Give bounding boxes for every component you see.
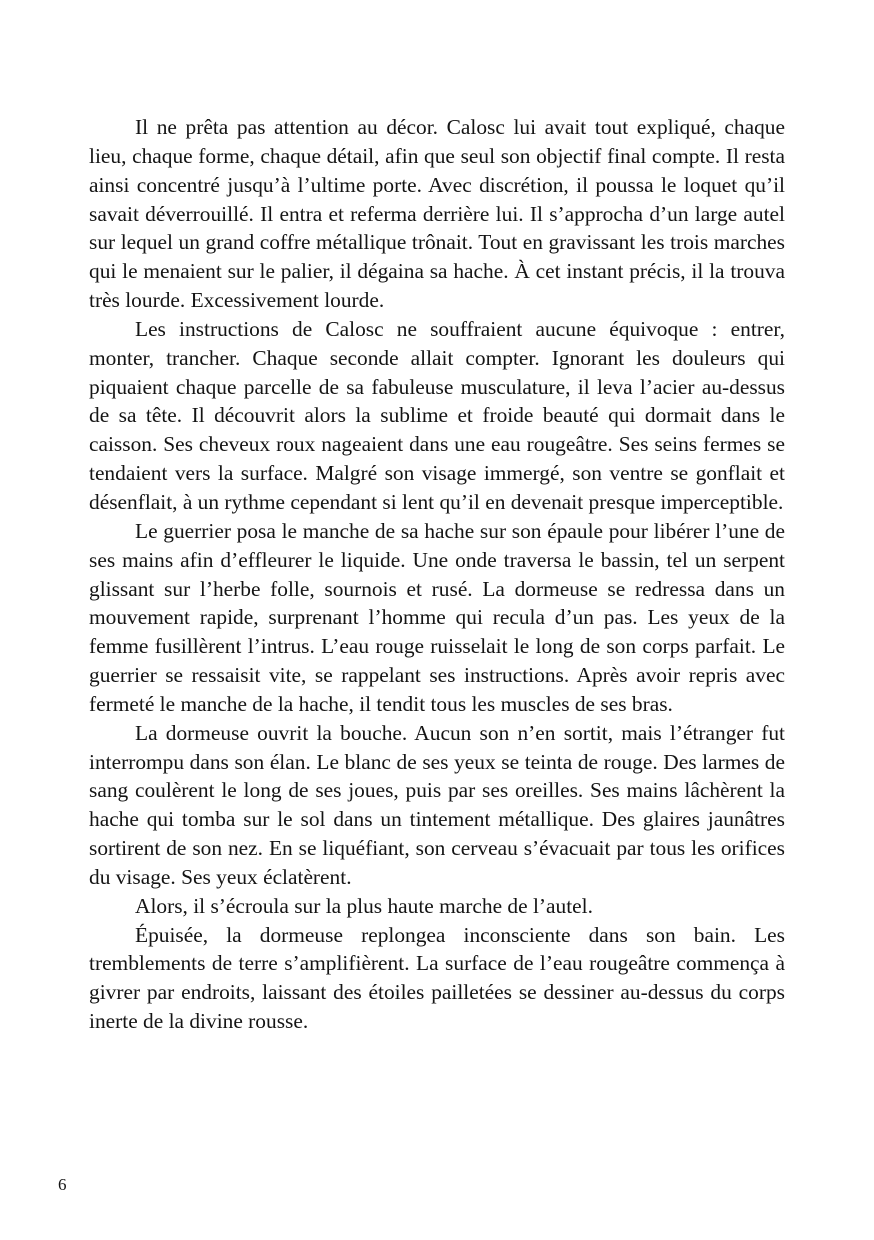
- paragraph-6: Épuisée, la dormeuse replongea inconsciente dans son bain. Les tremblements de terre s’amplifièrent. La surface de l’eau rougeâtre commença à givrer par endroits, laissant des étoiles pailletées se dessiner au-dessus du corps inerte de la divine rousse.: [89, 922, 785, 1034]
- paragraph-5: Alors, il s’écroula sur la plus haute marche de l’autel.: [135, 893, 593, 918]
- paragraph-1: Il ne prêta pas attention au décor. Calosc lui avait tout expliqué, chaque lieu, chaque forme, chaque détail, afin que seul son objectif final compte. Il resta ainsi concentré jusqu’à l’ultime porte. Avec discrétion, il poussa le loquet qu’il savait déverrouillé. Il entra et referma derrière lui. Il s’approcha d’un large autel sur lequel un grand coffre métallique trônait. Tout en gravissant les trois marches qui le menaient sur le palier, il dégaina sa hache. À cet instant précis, il la trouva très lourde. Excessivement lourde.: [89, 115, 785, 313]
- paragraph-3: Le guerrier posa le manche de sa hache sur son épaule pour libérer l’une de ses mains afin d’effleurer le liquide. Une onde traversa le bassin, tel un serpent glissant sur l’herbe folle, sournois et rusé. La dormeuse se redressa dans un mouvement rapide, surprenant l’homme qui recula d’un pas. Les yeux de la femme fusillèrent l’intrus. L’eau rouge ruisselait le long de son corps parfait. Le guerrier se ressaisit vite, se rappelant ses instructions. Après avoir repris avec fermeté le manche de la hache, il tendit tous les muscles de ses bras.: [89, 518, 785, 716]
- paragraph-4: La dormeuse ouvrit la bouche. Aucun son n’en sortit, mais l’étranger fut interrompu dans son élan. Le blanc de ses yeux se teinta de rouge. Des larmes de sang coulèrent le long de ses joues, puis par ses oreilles. Ses mains lâchèrent la hache qui tomba sur le sol dans un tintement métallique. Des glaires jaunâtres sortirent de son nez. En se liquéfiant, son cerveau s’évacuait par tous les orifices du visage. Ses yeux éclatèrent.: [89, 720, 785, 889]
- page-number: 6: [58, 1175, 67, 1194]
- paragraph-2: Les instructions de Calosc ne souffraient aucune équivoque : entrer, monter, trancher. Chaque seconde allait compter. Ignorant les douleurs qui piquaient chaque parcelle de sa fabuleuse musculature, il leva l’acier au-dessus de sa tête. Il découvrit alors la sublime et froide beauté qui dormait dans le caisson. Ses cheveux roux nageaient dans une eau rougeâtre. Ses seins fermes se tendaient vers la surface. Malgré son visage immergé, son ventre se gonflait et désenflait, à un rythme cependant si lent qu’il en devenait presque imperceptible.: [89, 316, 785, 514]
- body-text: [89, 113, 785, 1036]
